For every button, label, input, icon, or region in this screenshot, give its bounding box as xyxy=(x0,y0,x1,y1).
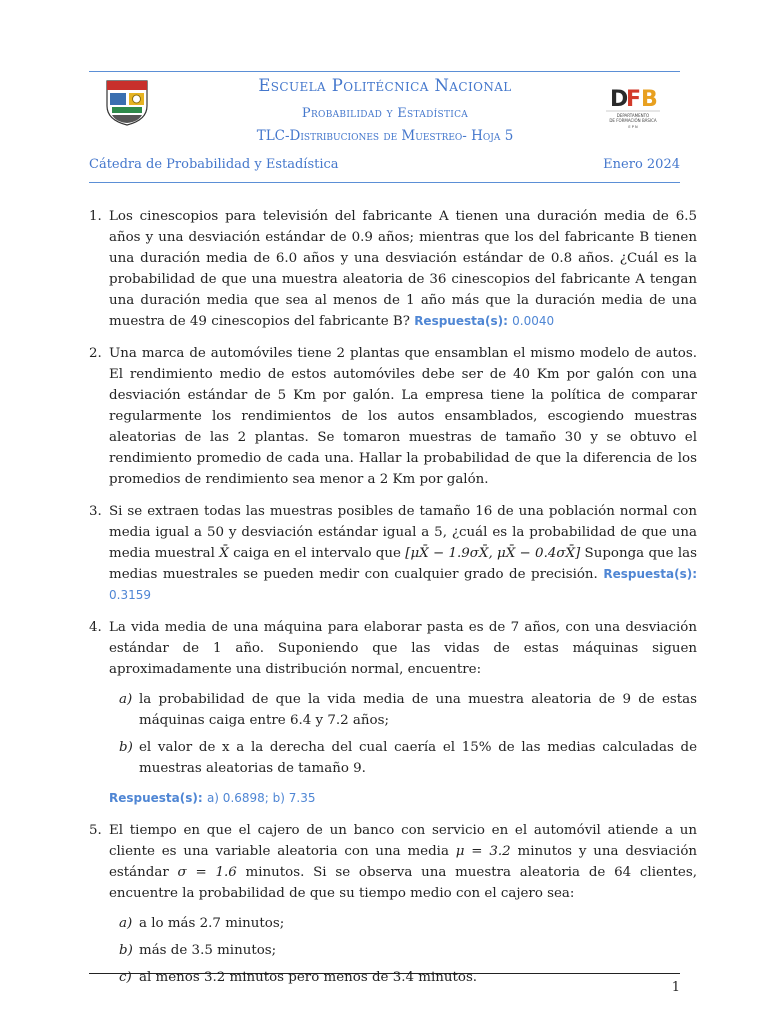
answer-value: a) 0.6898; b) 7.35 xyxy=(206,791,316,805)
subquestion-list xyxy=(109,689,697,779)
epn-crest-logo xyxy=(104,78,150,126)
answer-label: Respuesta(s): xyxy=(109,791,203,805)
page-number: 1 xyxy=(671,980,680,995)
dfb-department-logo xyxy=(604,80,662,130)
problem-statement-end: minutos. Si se observa una muestra aleatoria de 64 clientes, encuentre la probabilidad de que su tiempo medio con el cajero sea: xyxy=(109,865,697,901)
problem-statement-mid: minutos y una desviación estándar xyxy=(109,844,698,880)
svg-text:B: B xyxy=(641,87,658,112)
header-date: Enero 2024 xyxy=(603,157,680,172)
problem-number: 5. xyxy=(89,823,102,838)
header-bottom-rule xyxy=(89,182,680,183)
problem-3 xyxy=(89,501,697,606)
subquestion-letter: b) xyxy=(119,943,133,958)
svg-text:DE FORMACIÓN BÁSICA: DE FORMACIÓN BÁSICA xyxy=(609,118,657,123)
answer-value: 0.0040 xyxy=(512,314,555,328)
subquestion-list xyxy=(109,913,697,988)
std-dev-expression: σ = 1.6 xyxy=(177,865,237,880)
answer-label: Respuesta(s): xyxy=(603,567,698,581)
header-top-rule xyxy=(89,71,680,72)
problem-4 xyxy=(89,617,697,809)
subquestion-letter: a) xyxy=(119,916,133,931)
answer-line xyxy=(109,788,697,809)
mean-expression: μ = 3.2 xyxy=(455,844,511,859)
answer-label: Respuesta(s): xyxy=(414,314,508,328)
svg-text:F: F xyxy=(626,87,642,112)
subquestion-text: más de 3.5 minutos; xyxy=(139,943,277,958)
sample-mean-symbol: X̄ xyxy=(219,546,229,561)
svg-text:E P N: E P N xyxy=(628,125,638,129)
footer-rule xyxy=(89,973,680,974)
subquestion-text: a lo más 2.7 minutos; xyxy=(139,916,285,931)
institution-name: Escuela Politécnica Nacional xyxy=(258,76,512,95)
answer-value: 0.3159 xyxy=(109,588,151,602)
sheet-title: TLC-Distribuciones de Muestreo- Hoja 5 xyxy=(256,128,514,144)
subquestion-text: el valor de x a la derecha del cual caería el 15% de las medias calculadas de muestras aleatorias de tamaño 9. xyxy=(139,740,697,776)
subquestion-a xyxy=(109,689,697,731)
problem-number: 3. xyxy=(89,504,102,519)
subquestion-b xyxy=(109,737,697,779)
problem-list xyxy=(89,206,697,999)
problem-text xyxy=(109,343,697,490)
subquestion-c xyxy=(109,967,697,988)
problem-statement-start: Si se extraen todas las muestras posibles de tamaño 16 de una población normal con media igual a 50 y desviación estándar igual a 5, ¿cuál es la probabilidad de que una media muestral xyxy=(109,504,697,561)
problem-text xyxy=(109,206,697,332)
problem-1 xyxy=(89,206,697,332)
subquestion-text: la probabilidad de que la vida media de una muestra aleatoria de 9 de estas máquinas caiga entre 6.4 y 7.2 años; xyxy=(139,692,697,728)
problem-text xyxy=(109,501,697,606)
chair-name: Cátedra de Probabilidad y Estadística xyxy=(89,157,339,172)
problem-statement: Los cinescopios para televisión del fabricante A tienen una duración media de 6.5 años y una desviación estándar de 0.9 años; mientras que los del fabricante B tienen una duración media de 6.0 años y una desviación estándar de 0.8 años. ¿Cuál es la probabilidad de que una muestra aleatoria de 36 cinescopios del fabricante A tengan una duración media que sea al menos de 1 año más que la duración media de una muestra de 49 cinescopios del fabricante B? xyxy=(109,209,697,329)
problem-number: 4. xyxy=(89,620,102,635)
svg-text:DEPARTAMENTO: DEPARTAMENTO xyxy=(616,113,650,118)
svg-text:D: D xyxy=(610,87,629,112)
problem-statement: Una marca de automóviles tiene 2 plantas que ensamblan el mismo modelo de autos. El rendimiento medio de estos automóviles debe ser de 40 Km por galón con una desviación estándar de 5 Km por galón. La empresa tiene la política de comparar regularmente los rendimientos de los autos ensamblados, escogiendo muestras aleatorias de las 2 plantas. Se tomaron muestras de tamaño 30 y se obtuvo el rendimiento promedio de cada una. Hallar la probabilidad de que la diferencia de los promedios de rendimiento sea menor a 2 Km por galón. xyxy=(109,346,697,487)
interval-expression: [μX̄ − 1.9σX̄, μX̄ − 0.4σX̄] xyxy=(405,546,581,561)
subquestion-a xyxy=(109,913,697,934)
problem-statement-end: Suponga que las medias muestrales se pueden medir con cualquier grado de precisión. xyxy=(109,546,697,582)
subquestion-b xyxy=(109,940,697,961)
subquestion-text: al menos 3.2 minutos pero menos de 3.4 minutos. xyxy=(139,970,478,985)
problem-statement-mid: caiga en el intervalo que xyxy=(233,546,401,561)
problem-number: 1. xyxy=(89,209,102,224)
problem-text xyxy=(109,820,697,904)
problem-statement: La vida media de una máquina para elaborar pasta es de 7 años, con una desviación estándar de 1 año. Suponiendo que las vidas de estas máquinas siguen aproximadamente una distribución normal, encuentre: xyxy=(109,620,697,677)
problem-text xyxy=(109,617,697,680)
subquestion-letter: b) xyxy=(119,740,133,755)
subject-title: Probabilidad y Estadística xyxy=(301,106,469,121)
problem-number: 2. xyxy=(89,346,102,361)
subquestion-letter: c) xyxy=(119,970,132,985)
problem-5 xyxy=(89,820,697,988)
problem-2 xyxy=(89,343,697,490)
subquestion-letter: a) xyxy=(119,692,133,707)
problem-statement-start: El tiempo en que el cajero de un banco con servicio en el automóvil atiende a un cliente es una variable aleatoria con una media xyxy=(109,823,697,859)
